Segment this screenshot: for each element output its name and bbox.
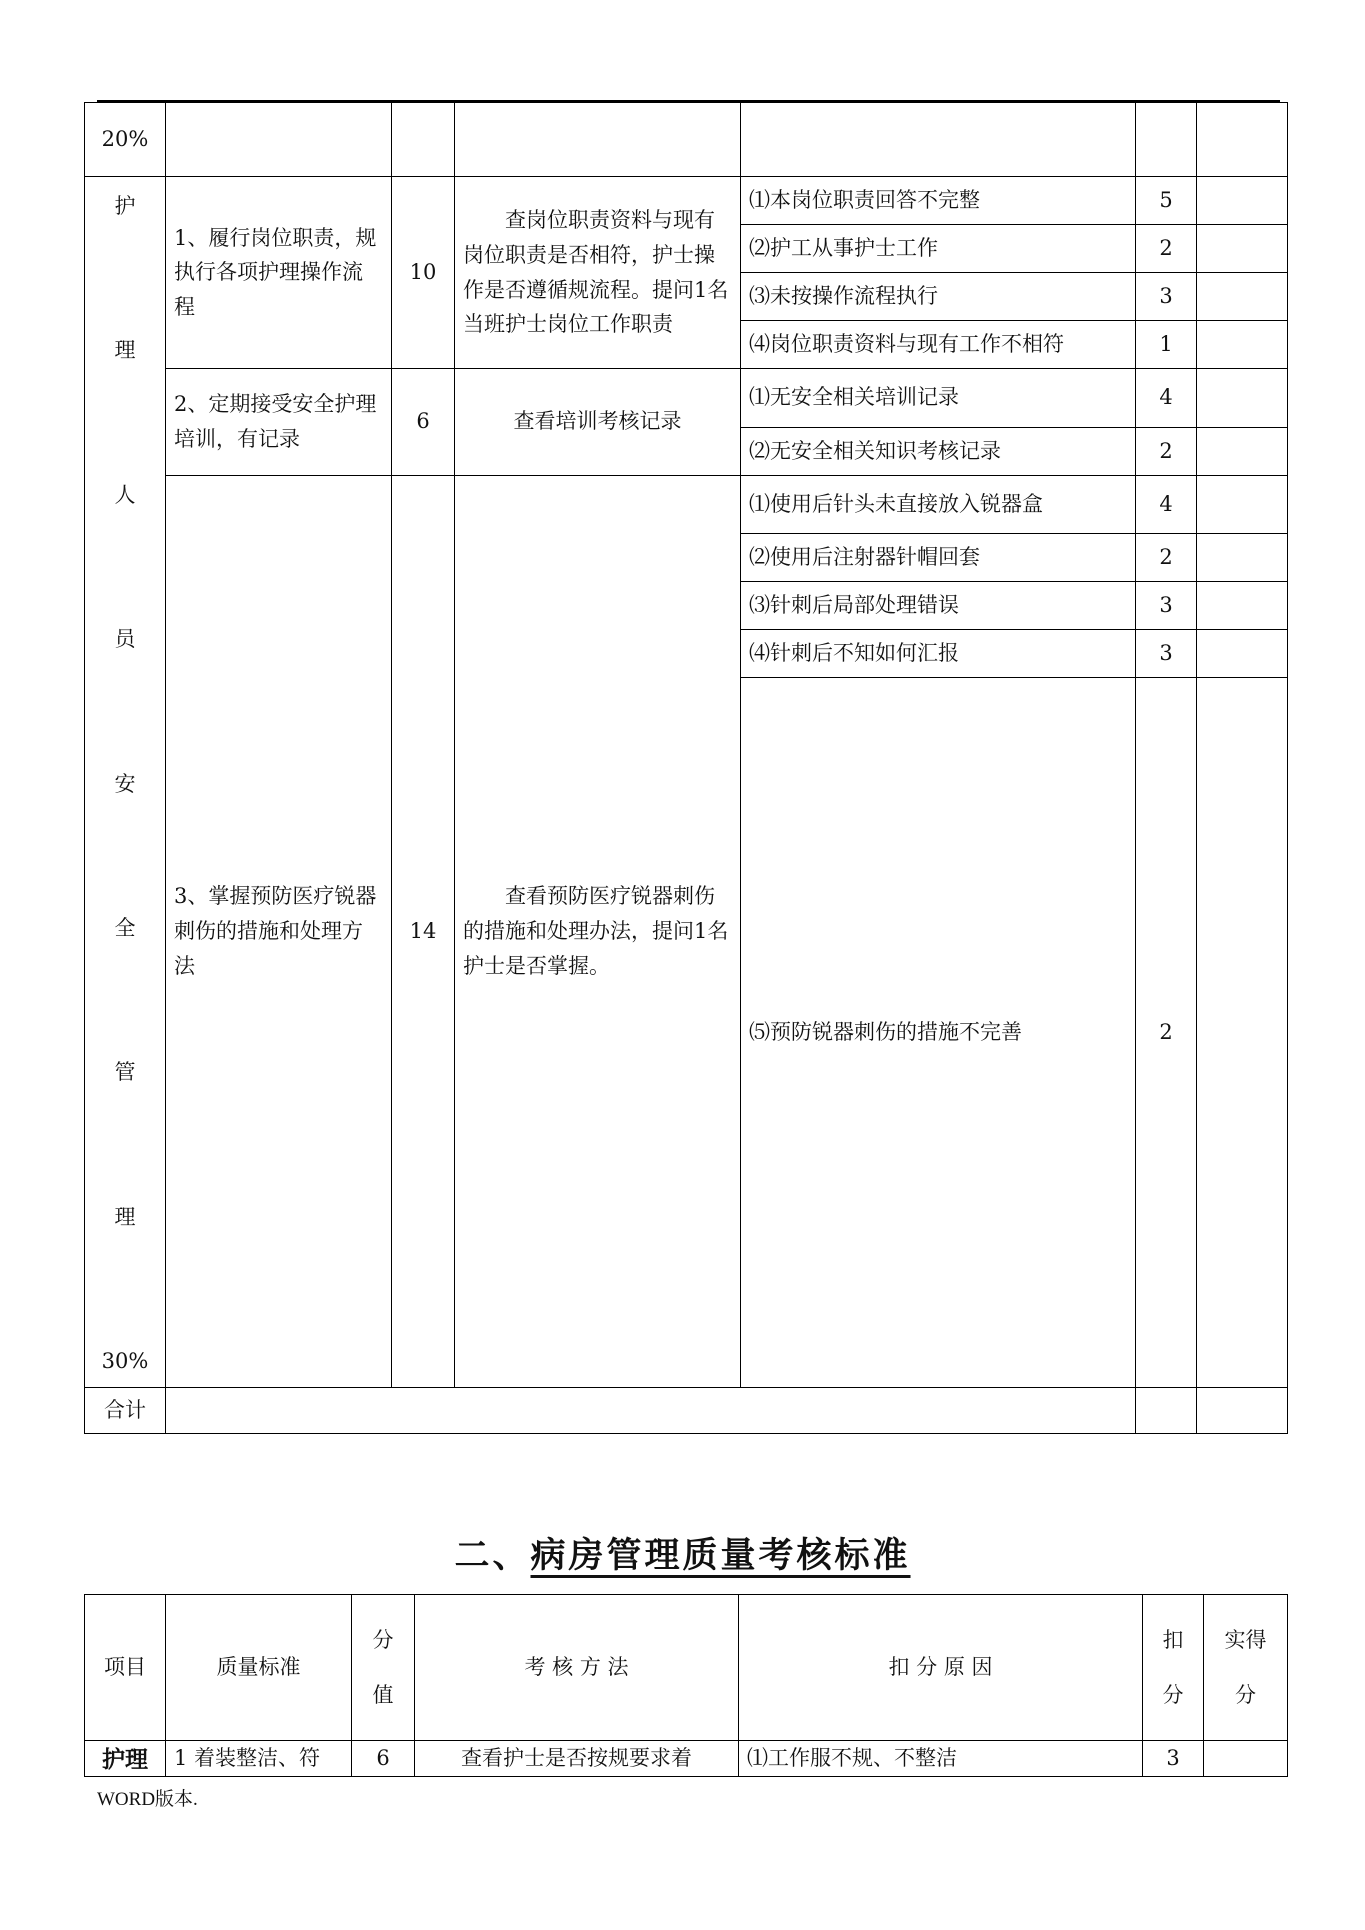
deduction-reason: ⑵护工从事护士工作 [741,225,1136,273]
actual-score-cell [1204,1741,1288,1777]
deduction-points: 4 [1136,369,1197,428]
deduction-reason: ⑷针刺后不知如何汇报 [741,630,1136,678]
header-reason: 扣 分 原 因 [739,1595,1143,1741]
footer-note: WORD版本. [97,1789,198,1810]
header-score-top: 分 [372,1627,394,1652]
section-char: 理 [114,338,136,363]
item2-method: 查看培训考核记录 [455,369,741,476]
item3-method: 查看预防医疗锐器刺伤的措施和处理办法，提问1名护士是否掌握。 [455,475,741,1388]
header-deduct-top: 扣 [1162,1627,1184,1652]
section-char: 安 [114,771,136,796]
ward-management-table [84,1594,1288,1777]
header-standard: 质量标准 [166,1595,352,1741]
row-score: 6 [352,1741,415,1777]
deduction-points: 5 [1136,177,1197,225]
table-row [85,475,1288,534]
deduction-points: 2 [1136,678,1197,1388]
header-actual-bottom: 分 [1235,1682,1256,1707]
actual-score-cell [1197,225,1288,273]
deduction-points: 4 [1136,475,1197,534]
total-label: 合计 [85,1388,166,1434]
deduction-points: 3 [1136,630,1197,678]
item2-standard: 2、定期接受安全护理培训，有记录 [166,369,392,476]
actual-score-cell [1197,678,1288,1388]
header-row [85,1595,1288,1741]
deduction-points: 2 [1136,534,1197,582]
item3-standard: 3、掌握预防医疗锐器刺伤的措施和处理方法 [166,475,392,1388]
row-points: 3 [1143,1741,1204,1777]
section-char: 人 [114,482,136,507]
header-deduct [1143,1595,1204,1741]
item2-score: 6 [392,369,455,476]
actual-score-cell [1197,273,1288,321]
header-method: 考 核 方 法 [415,1595,739,1741]
title-prefix: 二、 [454,1535,531,1576]
total-row [85,1388,1288,1434]
header-deduct-bottom: 分 [1162,1682,1184,1707]
prev-section-pct: 20% [85,103,166,177]
row-method: 查看护士是否按规要求着 [415,1741,739,1777]
section-pct: 30% [101,1349,149,1374]
section-char: 全 [114,916,136,941]
deduction-reason: ⑴使用后针头未直接放入锐器盒 [741,475,1136,534]
section-char: 理 [114,1204,136,1229]
table-row [85,177,1288,225]
actual-score-cell [1197,321,1288,369]
section-char: 员 [114,627,136,652]
section2-title [0,1528,1365,1578]
section-char: 护 [114,194,136,218]
deduction-reason: ⑵使用后注射器针帽回套 [741,534,1136,582]
row-reason: ⑴工作服不规、不整洁 [739,1741,1143,1777]
safety-management-table [84,102,1288,1434]
actual-score-cell [1197,582,1288,630]
deduction-points: 2 [1136,427,1197,475]
deduction-reason: ⑵无安全相关知识考核记录 [741,427,1136,475]
row-standard: 1 着装整洁、符 [166,1741,352,1777]
header-score-bottom: 值 [372,1682,394,1707]
deduction-reason: ⑸预防锐器刺伤的措施不完善 [741,678,1136,1388]
header-actual [1204,1595,1288,1741]
item1-score: 10 [392,177,455,369]
table-row [85,369,1288,428]
deduction-reason: ⑶未按操作流程执行 [741,273,1136,321]
prev-section-row [85,103,1288,177]
section-char: 管 [114,1060,136,1085]
header-item: 项目 [85,1595,166,1741]
item3-score: 14 [392,475,455,1388]
actual-score-cell [1197,630,1288,678]
item1-standard: 1、履行岗位职责，规执行各项护理操作流程 [166,177,392,369]
title-main: 病房管理质量考核标准 [530,1535,911,1576]
deduction-points: 3 [1136,582,1197,630]
actual-score-cell [1197,177,1288,225]
row-item: 护理 [85,1741,166,1777]
deduction-reason: ⑷岗位职责资料与现有工作不相符 [741,321,1136,369]
section-label [85,177,166,1388]
deduction-reason: ⑴无安全相关培训记录 [741,369,1136,428]
deduction-reason: ⑴本岗位职责回答不完整 [741,177,1136,225]
actual-score-cell [1197,475,1288,534]
table-row [85,1741,1288,1777]
deduction-points: 1 [1136,321,1197,369]
deduction-points: 2 [1136,225,1197,273]
actual-score-cell [1197,534,1288,582]
header-score [352,1595,415,1741]
item1-method: 查岗位职责资料与现有岗位职责是否相符，护士操作是否遵循规流程。提问1名当班护士岗位工作职责 [455,177,741,369]
deduction-points: 3 [1136,273,1197,321]
deduction-reason: ⑶针刺后局部处理错误 [741,582,1136,630]
actual-score-cell [1197,427,1288,475]
actual-score-cell [1197,369,1288,428]
header-actual-top: 实得 [1224,1627,1267,1652]
